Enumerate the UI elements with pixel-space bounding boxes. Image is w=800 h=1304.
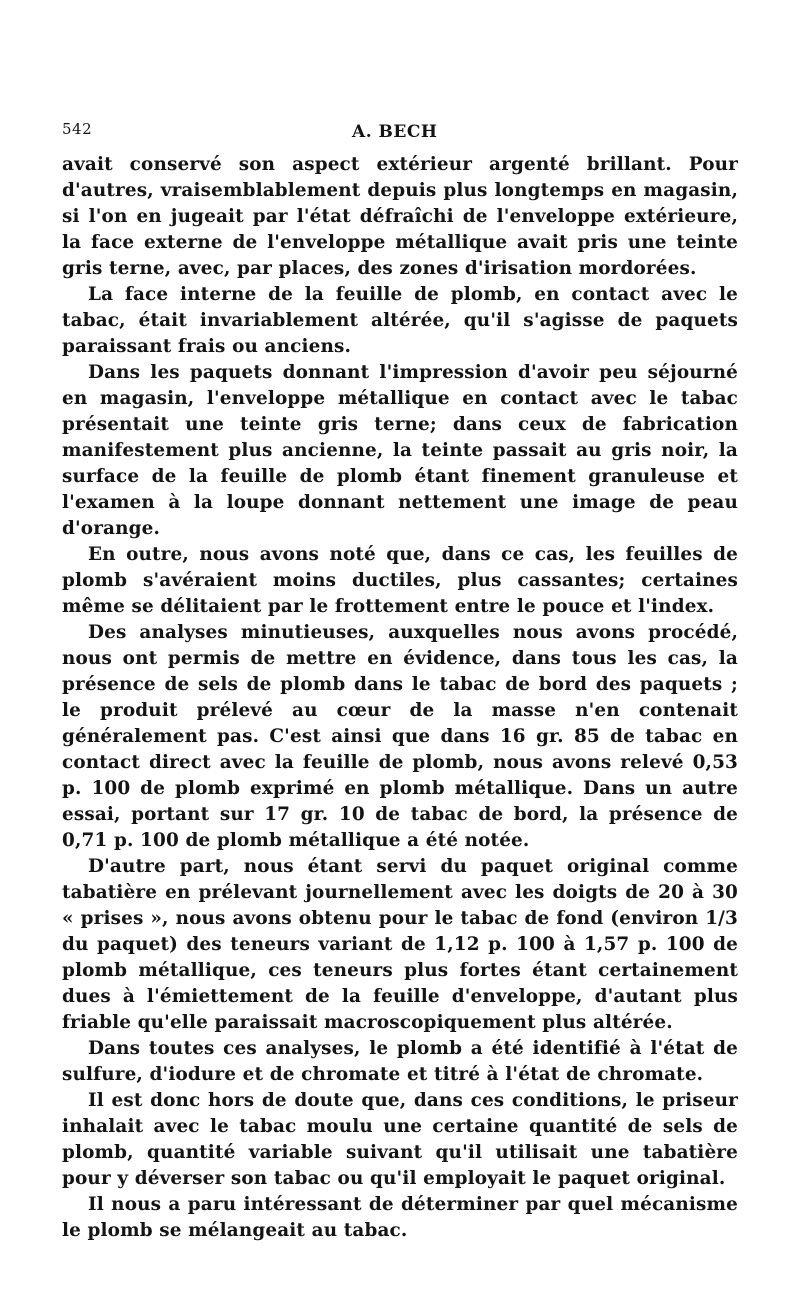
paragraph-9: Il nous a paru intéressant de déterminer par quel mécanisme le plomb se mélangeait au tabac. — [62, 1194, 738, 1241]
body-text — [62, 152, 738, 1244]
page-number: 542 — [62, 120, 93, 138]
paragraph-5: Des analyses minutieuses, auxquelles nous avons procédé, nous ont permis de mettre en évidence, dans tous les cas, la présence de sels de plomb dans le tabac de bord des paquets ; le produit prélevé au cœur de la masse n'en contenait généralement pas. C'est ainsi que dans 16 gr. 85 de tabac en contact direct avec la feuille de plomb, nous avons relevé 0,53 p. 100 de plomb exprimé en plomb métallique. Dans un autre essai, portant sur 17 gr. 10 de tabac de bord, la présence de 0,71 p. 100 de plomb métallique a été notée. — [62, 622, 738, 851]
page — [62, 112, 738, 1244]
page-header — [62, 112, 738, 152]
paragraph-2: La face interne de la feuille de plomb, en contact avec le tabac, était invariablement altérée, qu'il s'agisse de paquets paraissant frais ou anciens. — [62, 284, 738, 357]
paragraph-7: Dans toutes ces analyses, le plomb a été identifié à l'état de sulfure, d'iodure et de chromate et titré à l'état de chromate. — [62, 1038, 738, 1085]
running-head: A. BECH — [352, 122, 438, 142]
paragraph-8: Il est donc hors de doute que, dans ces conditions, le priseur inhalait avec le tabac moulu une certaine quantité de sels de plomb, quantité variable suivant qu'il utilisait une tabatière pour y déverser son tabac ou qu'il employait le paquet original. — [62, 1090, 738, 1189]
paragraph-3: Dans les paquets donnant l'impression d'avoir peu séjourné en magasin, l'enveloppe métallique en contact avec le tabac présentait une teinte gris terne; dans ceux de fabrication manifestement plus ancienne, la teinte passait au gris noir, la surface de la feuille de plomb étant finement granuleuse et l'examen à la loupe donnant nettement une image de peau d'orange. — [62, 362, 738, 539]
paragraph-4: En outre, nous avons noté que, dans ce cas, les feuilles de plomb s'avéraient moins ductiles, plus cassantes; certaines même se délitaient par le frottement entre le pouce et l'index. — [62, 544, 738, 617]
paragraph-1: avait conservé son aspect extérieur argenté brillant. Pour d'autres, vraisemblablement depuis plus longtemps en magasin, si l'on en jugeait par l'état défraîchi de l'enveloppe extérieure, la face externe de l'enveloppe métallique avait pris une teinte gris terne, avec, par places, des zones d'irisation mordorées. — [62, 154, 738, 279]
paragraph-6: D'autre part, nous étant servi du paquet original comme tabatière en prélevant journellement avec les doigts de 20 à 30 « prises », nous avons obtenu pour le tabac de fond (environ 1/3 du paquet) des teneurs variant de 1,12 p. 100 à 1,57 p. 100 de plomb métallique, ces teneurs plus fortes étant certainement dues à l'émiettement de la feuille d'enveloppe, d'autant plus friable qu'elle paraissait macroscopiquement plus altérée. — [62, 856, 738, 1033]
